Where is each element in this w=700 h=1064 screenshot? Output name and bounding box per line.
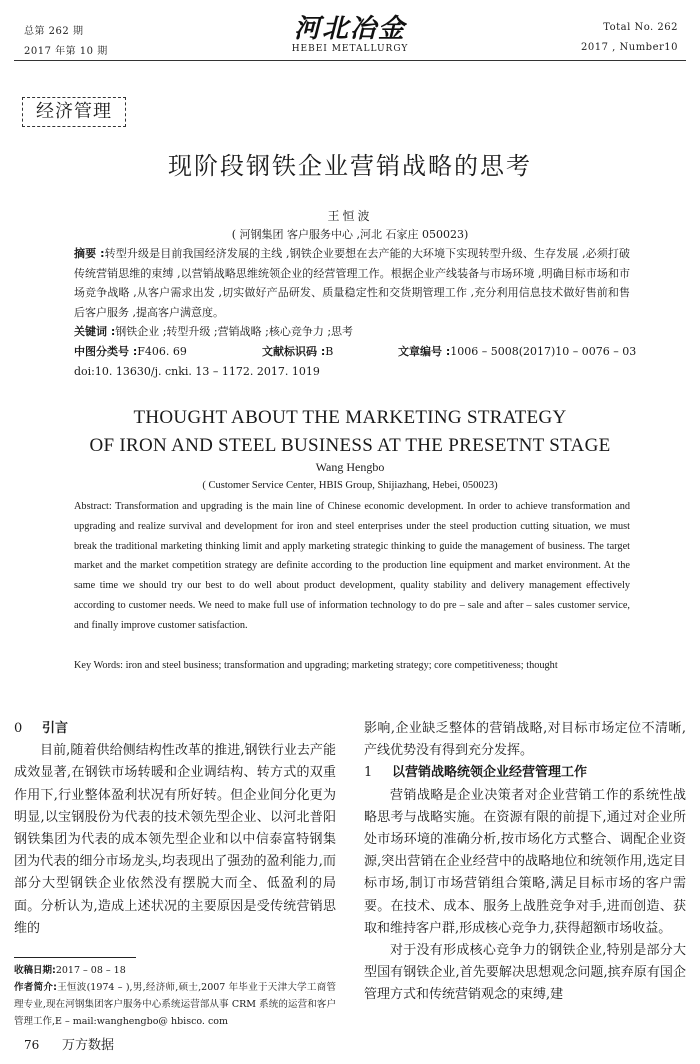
keywords-cn-text: 钢铁企业 ;转型升级 ;营销战略 ;核心竞争力 ;思考: [115, 325, 354, 338]
received-date: [14, 962, 336, 979]
doc-code-value: B: [325, 345, 334, 358]
section-1-title: 以营销战略统领企业经营管理工作: [392, 765, 588, 781]
clc-value: F406. 69: [137, 345, 187, 358]
right-column: [364, 718, 686, 1007]
section-1-paragraph-1: 营销战略是企业决策者对企业营销工作的系统性战略思考与战略实施。在资源有限的前提下,通过对企业所处市场环境的准确分析,按市场化方式整合、调配企业资源,突出营销在企业经营中的战略地位和统领作用,选定目标市场,制订市场营销组合策略,满足目标市场的客户需要。在技术、成本、服务上战胜竞争对手,进而创造、获取和维持客户群,形成核心竞争力,获得超额市场收益。: [364, 787, 686, 936]
abstract-cn: [74, 244, 630, 322]
keywords-cn: [74, 322, 630, 342]
footnote-divider: [14, 957, 136, 958]
author-bio: [14, 979, 336, 1030]
keywords-en: Key Words: iron and steel business; transformation and upgrading; marketing strategy; core competitiveness; thought: [74, 660, 558, 671]
doc-code: [262, 342, 402, 362]
title-en-line-2: OF IRON AND STEEL BUSINESS AT THE PRESETNT STAGE: [89, 435, 611, 456]
title-en-line-1: THOUGHT ABOUT THE MARKETING STRATEGY: [133, 407, 567, 428]
issue-total-cn: 总第 262 期: [24, 26, 84, 37]
journal-logo-en: HEBEI METALLURGY: [291, 44, 409, 54]
footnote: [14, 962, 336, 1030]
clc-number: [74, 342, 274, 362]
issue-year-en: 2017 , Number10: [581, 42, 678, 53]
section-1-number: 1: [364, 765, 373, 781]
left-column: [14, 718, 336, 940]
doi: doi:10. 13630/j. cnki. 13 – 1172. 2017. 1019: [74, 365, 320, 378]
clc-label: 中图分类号 :: [74, 345, 138, 358]
journal-logo-cn: 河北冶金: [293, 14, 406, 44]
page-number: 76: [24, 1038, 40, 1052]
issue-total-en: Total No. 262: [603, 22, 678, 33]
section-0-title: 引言: [42, 721, 69, 736]
intro-paragraph: 目前,随着供给侧结构性改革的推进,钢铁行业去产能成效显著,在钢铁市场转暖和企业调结构、转方式的双重作用下,行业整体盈利状况有所好转。但企业间分化更为明显,以宝钢股份为代表的技术领先型企业、以河北普阳钢铁集团为代表的成本领先型企业和以中信泰富特钢集团为代表的细分市场龙头,均表现出了强劲的盈利能力,而部分大型钢铁企业依然没有摆脱大而全、低盈利的局面。分析认为,造成上述状况的主要原因是受传统营销思维的: [14, 743, 336, 936]
article-number-label: 文章编号 :: [398, 345, 451, 358]
author-name-cn: 王恒波: [327, 209, 373, 223]
article-title-en: [0, 404, 700, 460]
section-0-number: 0: [14, 721, 23, 736]
intro-continuation: 影响,企业缺乏整体的营销战略,对目标市场定位不清晰,产线优势没有得到充分发挥。: [364, 721, 686, 759]
author-bio-text: 王恒波(1974 – ),男,经济师,硕士,2007 年毕业于天津大学工商管理专业,现在河钢集团客户服务中心系统运营部从事 CRM 系统的运营和客户管理工作,E – mail:wanghengbo@ hbisco. com: [14, 982, 336, 1027]
affiliation-cn: ( 河钢集团 客户服务中心 ,河北 石家庄 050023): [231, 228, 469, 241]
section-1-paragraph-2: 对于没有形成核心竞争力的钢铁企业,特别是部分大型国有钢铁企业,首先要解决思想观念问题,摈弃原有国企管理方式和传统营销观念的束缚,建: [364, 943, 686, 1003]
received-value: 2017 – 08 – 18: [55, 965, 126, 976]
author-bio-label: 作者简介:: [14, 982, 57, 993]
section-1-heading: [364, 762, 686, 784]
header-divider: [14, 60, 686, 61]
article-number-value: 1006 – 5008(2017)10 – 0076 – 03: [450, 345, 637, 358]
keywords-cn-label: 关键词 :: [74, 325, 116, 338]
doc-code-label: 文献标识码 :: [262, 345, 326, 358]
author-name-en: Wang Hengbo: [315, 460, 385, 474]
journal-logo: [250, 14, 450, 54]
abstract-en: Abstract: Transformation and upgrading is the main line of Chinese economic development. In order to achieve transformation and upgrading and realize survival and development for iron and steel enterprises under the steel production cutting situation, we must break the traditional marketing thinking limit and apply marketing strategic thinking to guide the management of business. The target market and the market competition strategy are definite according to the production line equipment and market environment. At the same time we should try our best to do well about product development, quality stability and delivery management effectively according to customer needs. We need to make full use of information technology to do pre – sale and after – sales customer service, and finally improve customer satisfaction.: [74, 501, 630, 631]
issue-year-cn: 2017 年第 10 期: [24, 46, 108, 57]
abstract-cn-label: 摘要 :: [74, 247, 105, 260]
section-tag: 经济管理: [22, 97, 126, 127]
article-number: [398, 342, 638, 362]
wanfang-watermark: 万方数据: [62, 1038, 115, 1053]
affiliation-en: ( Customer Service Center, HBIS Group, Shijiazhang, Hebei, 050023): [202, 480, 498, 491]
section-0-heading: [14, 718, 336, 740]
received-label: 收稿日期:: [14, 965, 56, 976]
article-title-cn: 现阶段钢铁企业营销战略的思考: [168, 152, 532, 180]
abstract-cn-text: 转型升级是目前我国经济发展的主线 ,钢铁企业要想在去产能的大环境下实现转型升级、生存发展 ,必须打破传统营销思维的束缚 ,以营销战略思维统领企业的经营管理工作。根据企业产线装备与市场环境 ,明确目标市场和市场竞争战略 ,从客户需求出发 ,切实做好产品研发、质量稳定性和交货期管理工作 ,充分利用信息技术做好售前和售后客户服务 ,提高客户满意度。: [74, 247, 630, 319]
